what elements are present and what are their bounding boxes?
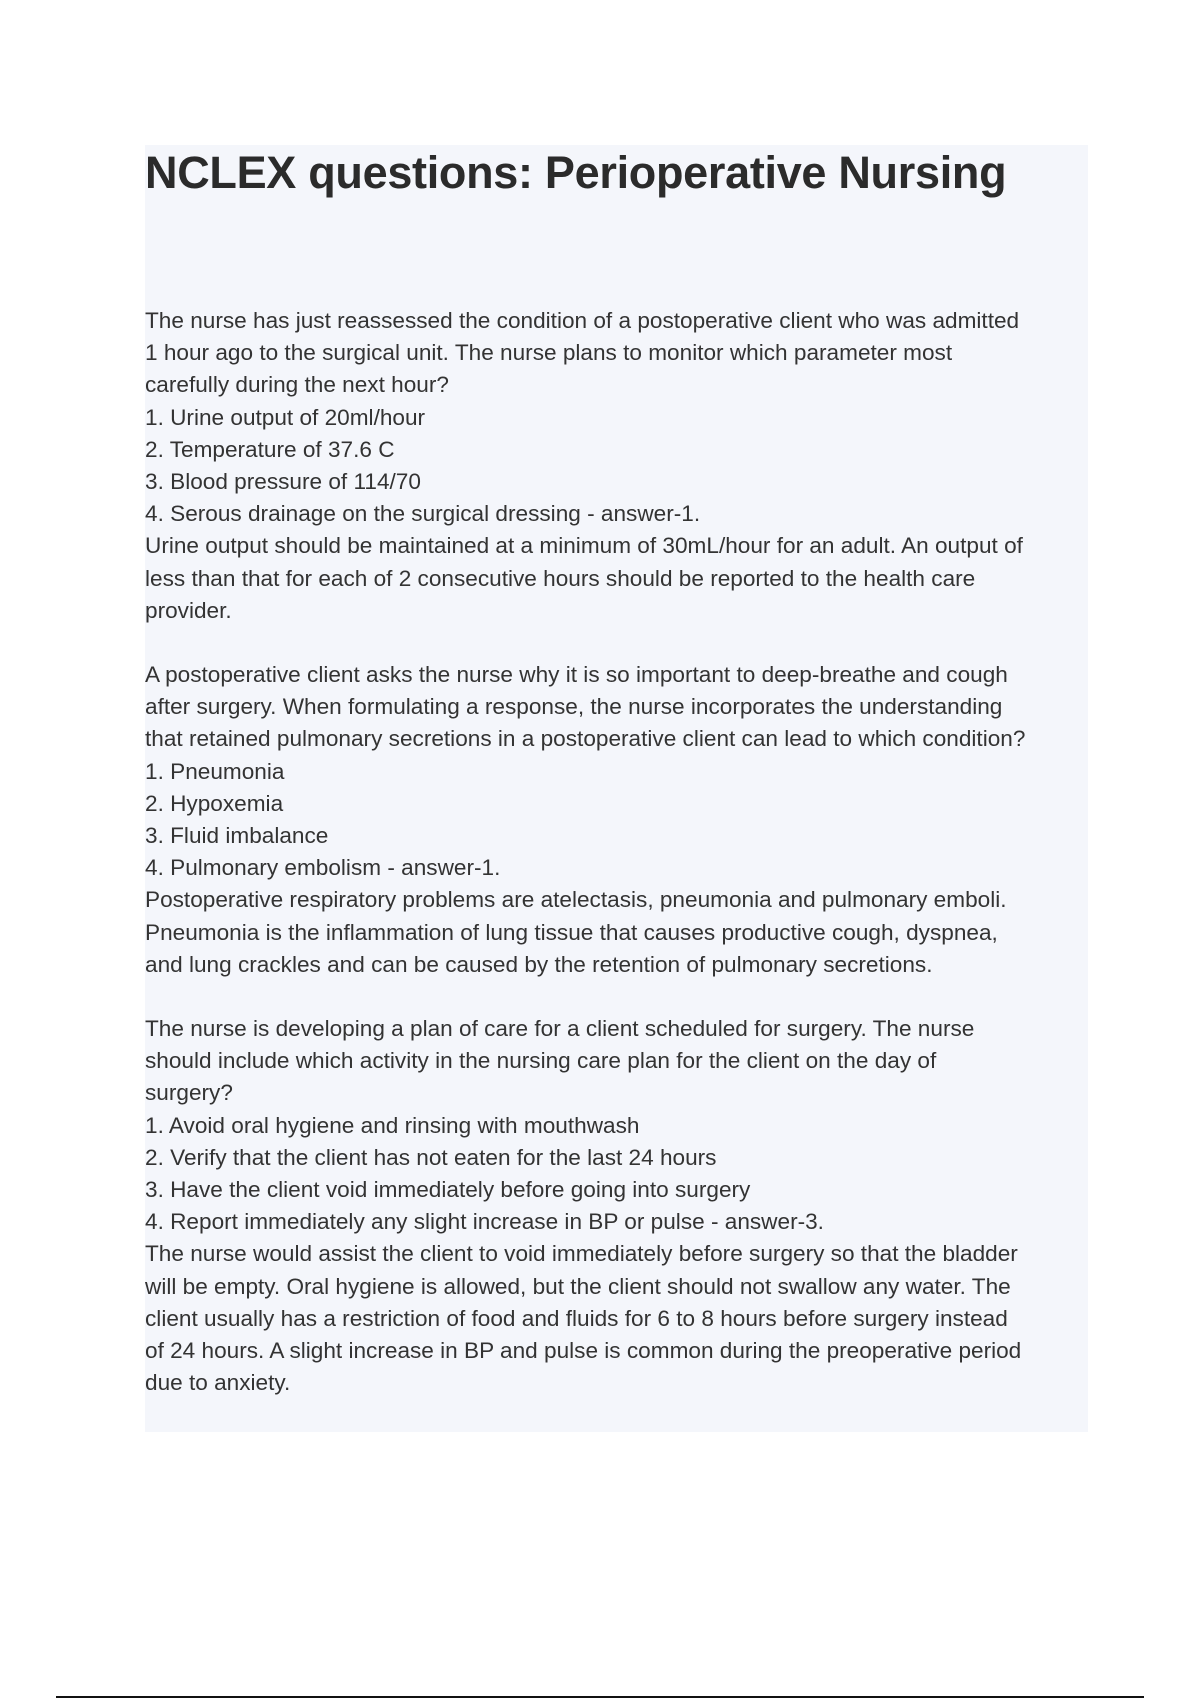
question-3 — [145, 1013, 1090, 1399]
rationale-line: less than that for each of 2 consecutive hours should be reported to the health care — [145, 565, 976, 591]
answer-option: 2. Hypoxemia — [145, 790, 284, 816]
answer-option: 2. Temperature of 37.6 C — [145, 436, 395, 462]
question-stem-line: The nurse has just reassessed the condition of a postoperative client who was admitted — [145, 308, 1020, 333]
question-1 — [145, 305, 1090, 627]
rationale-line: The nurse would assist the client to void immediately before surgery so that the bladder — [145, 1241, 1018, 1267]
question-stem-line: after surgery. When formulating a response, the nurse incorporates the understanding — [145, 694, 1003, 720]
question-stem-line: surgery? — [145, 1080, 233, 1106]
rationale-line: Pneumonia is the inflammation of lung tissue that causes productive cough, dyspnea, — [145, 919, 998, 945]
answer-option: 1. Avoid oral hygiene and rinsing with mouthwash — [145, 1112, 640, 1138]
question-stem-line: A postoperative client asks the nurse why it is so important to deep-breathe and cough — [145, 662, 1008, 688]
page-title: NCLEX questions: Perioperative Nursing — [145, 147, 1007, 198]
answer-option: 4. Pulmonary embolism - answer-1. — [145, 855, 501, 881]
answer-option: 4. Serous drainage on the surgical dressing - answer-1. — [145, 501, 701, 527]
question-stem-line: The nurse is developing a plan of care for a client scheduled for surgery. The nurse — [145, 1016, 975, 1042]
rationale-line: will be empty. Oral hygiene is allowed, but the client should not swallow any water. The — [145, 1273, 1011, 1299]
question-stem-line: carefully during the next hour? — [145, 372, 449, 398]
answer-option: 1. Urine output of 20ml/hour — [145, 404, 426, 430]
rationale-line: Urine output should be maintained at a minimum of 30mL/hour for an adult. An output of — [145, 533, 1023, 559]
footer-divider — [56, 1696, 1144, 1698]
question-stem-line: 1 hour ago to the surgical unit. The nurse plans to monitor which parameter most — [145, 340, 953, 366]
rationale-line: client usually has a restriction of food and fluids for 6 to 8 hours before surgery instead — [145, 1305, 1008, 1331]
rationale-line: Postoperative respiratory problems are atelectasis, pneumonia and pulmonary emboli. — [145, 887, 1007, 913]
answer-option: 1. Pneumonia — [145, 758, 285, 784]
answer-option: 3. Have the client void immediately before going into surgery — [145, 1177, 751, 1203]
question-stem-line: should include which activity in the nursing care plan for the client on the day of — [145, 1048, 937, 1074]
question-list — [145, 305, 1090, 1432]
answer-option: 3. Fluid imbalance — [145, 823, 329, 849]
answer-option: 4. Report immediately any slight increase in BP or pulse - answer-3. — [145, 1209, 824, 1235]
answer-option: 3. Blood pressure of 114/70 — [145, 469, 421, 495]
rationale-line: due to anxiety. — [145, 1370, 291, 1396]
question-2 — [145, 659, 1090, 981]
question-stem-line: that retained pulmonary secretions in a postoperative client can lead to which condition? — [145, 726, 1026, 752]
answer-option: 2. Verify that the client has not eaten for the last 24 hours — [145, 1144, 717, 1170]
rationale-line: provider. — [145, 597, 232, 623]
rationale-line: of 24 hours. A slight increase in BP and pulse is common during the preoperative period — [145, 1338, 1022, 1364]
rationale-line: and lung crackles and can be caused by the retention of pulmonary secretions. — [145, 951, 933, 977]
